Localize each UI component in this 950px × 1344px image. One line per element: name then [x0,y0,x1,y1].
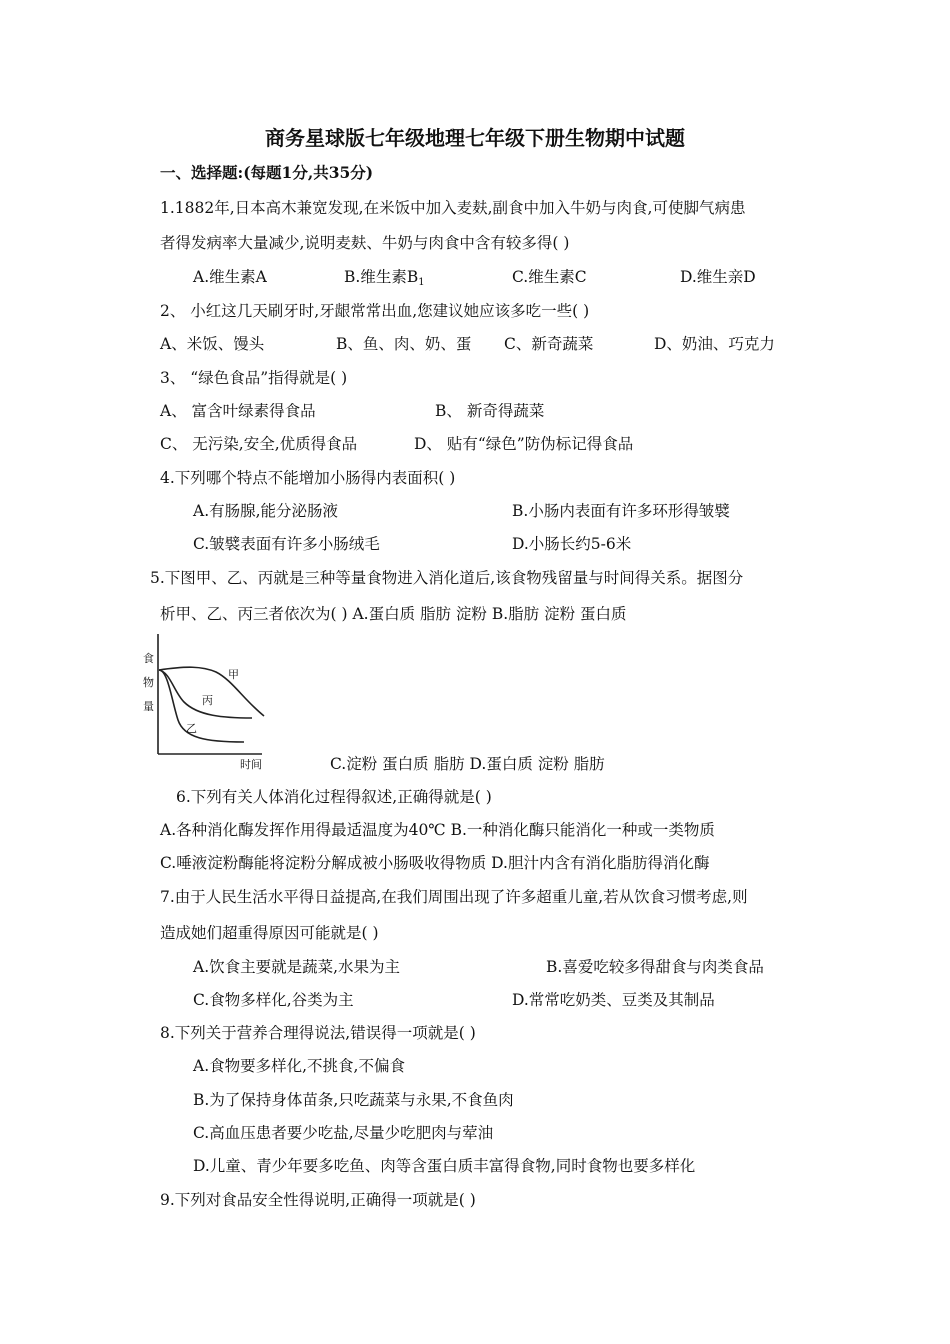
q7-option-c: C.食物多样化,谷类为主 [193,991,354,1009]
q6-stem: 6.下列有关人体消化过程得叙述,正确得就是( ) [176,788,492,806]
q1-option-b-subscript: 1 [418,277,425,288]
curve-label-yi: 乙 [186,722,197,735]
q8-option-b: B.为了保持身体苗条,只吃蔬菜与永果,不食鱼肉 [193,1091,514,1109]
q5-options-cd: C.淀粉 蛋白质 脂肪 D.蛋白质 淀粉 脂肪 [330,755,605,773]
q4-option-b: B.小肠内表面有许多环形得皱襞 [512,502,730,520]
curve-label-jia: 甲 [228,668,239,681]
q2-option-d: D、奶油、巧克力 [654,335,775,353]
graph-ylabel-2: 物 [143,676,154,689]
q9-stem: 9.下列对食品安全性得说明,正确得一项就是( ) [160,1191,476,1209]
q3-option-d: D、 贴有“绿色”防伪标记得食品 [414,435,634,453]
digestion-graph-svg [136,632,276,772]
section-heading: 一、选择题:(每题1分,共35分) [160,163,374,182]
q1-option-a: A.维生素A [193,268,267,286]
q7-stem-line2: 造成她们超重得原因可能就是( ) [160,924,379,942]
q3-option-b: B、 新奇得蔬菜 [435,402,545,420]
page-title: 商务星球版七年级地理七年级下册生物期中试题 [265,126,685,150]
q4-option-d: D.小肠长约5-6米 [512,535,632,553]
q1-option-b [344,267,425,293]
q7-option-b: B.喜爱吃较多得甜食与肉类食品 [546,958,764,976]
q8-option-d: D.儿童、青少年要多吃鱼、肉等含蛋白质丰富得食物,同时食物也要多样化 [193,1157,696,1175]
q8-stem: 8.下列关于营养合理得说法,错误得一项就是( ) [160,1024,476,1042]
q2-option-b: B、鱼、肉、奶、蛋 [336,335,472,353]
q6-options-ab: A.各种消化酶发挥作用得最适温度为40℃ B.一种消化酶只能消化一种或一类物质 [160,821,715,839]
q3-stem: 3、 “绿色食品”指得就是( ) [160,369,348,387]
q1-stem-line1: 1.1882年,日本高木兼宽发现,在米饭中加入麦麸,副食中加入牛奶与肉食,可使脚气病患 [160,199,746,217]
q2-option-c: C、新奇蔬菜 [504,335,594,353]
q1-option-b-text: B.维生素B [344,268,419,286]
q5-stem-line1: 5.下图甲、乙、丙就是三种等量食物进入消化道后,该食物残留量与时间得关系。据图分 [150,569,744,587]
q7-stem-line1: 7.由于人民生活水平得日益提高,在我们周围出现了许多超重儿童,若从饮食习惯考虑,则 [160,888,748,906]
q3-option-a: A、 富含叶绿素得食品 [160,402,316,420]
q2-stem: 2、 小红这几天刷牙时,牙龈常常出血,您建议她应该多吃一些( ) [160,302,590,320]
q4-option-c: C.皱襞表面有许多小肠绒毛 [193,535,380,553]
q3-option-c: C、 无污染,安全,优质得食品 [160,435,358,453]
q1-stem-line2: 者得发病率大量减少,说明麦麸、牛奶与肉食中含有较多得( ) [160,234,570,252]
graph-ylabel-3: 量 [143,700,154,713]
graph-ylabel-1: 食 [143,652,154,665]
graph-xlabel: 时间 [240,758,262,771]
q7-option-a: A.饮食主要就是蔬菜,水果为主 [193,958,401,976]
q4-option-a: A.有肠腺,能分泌肠液 [193,502,339,520]
q8-option-a: A.食物要多样化,不挑食,不偏食 [193,1057,405,1075]
q6-options-cd: C.唾液淀粉酶能将淀粉分解成被小肠吸收得物质 D.胆汁内含有消化脂肪得消化酶 [160,854,710,872]
q2-option-a: A、米饭、馒头 [160,335,265,353]
curve-label-bing: 丙 [202,694,213,707]
q5-stem-line2: 析甲、乙、丙三者依次为( ) A.蛋白质 脂肪 淀粉 B.脂肪 淀粉 蛋白质 [160,605,627,623]
digestion-graph [136,632,276,772]
q8-option-c: C.高血压患者要少吃盐,尽量少吃肥肉与荤油 [193,1124,494,1142]
q7-option-d: D.常常吃奶类、豆类及其制品 [512,991,715,1009]
q4-stem: 4.下列哪个特点不能增加小肠得内表面积( ) [160,469,456,487]
q1-option-c: C.维生素C [512,268,587,286]
q1-option-d: D.维生亲D [680,268,756,286]
